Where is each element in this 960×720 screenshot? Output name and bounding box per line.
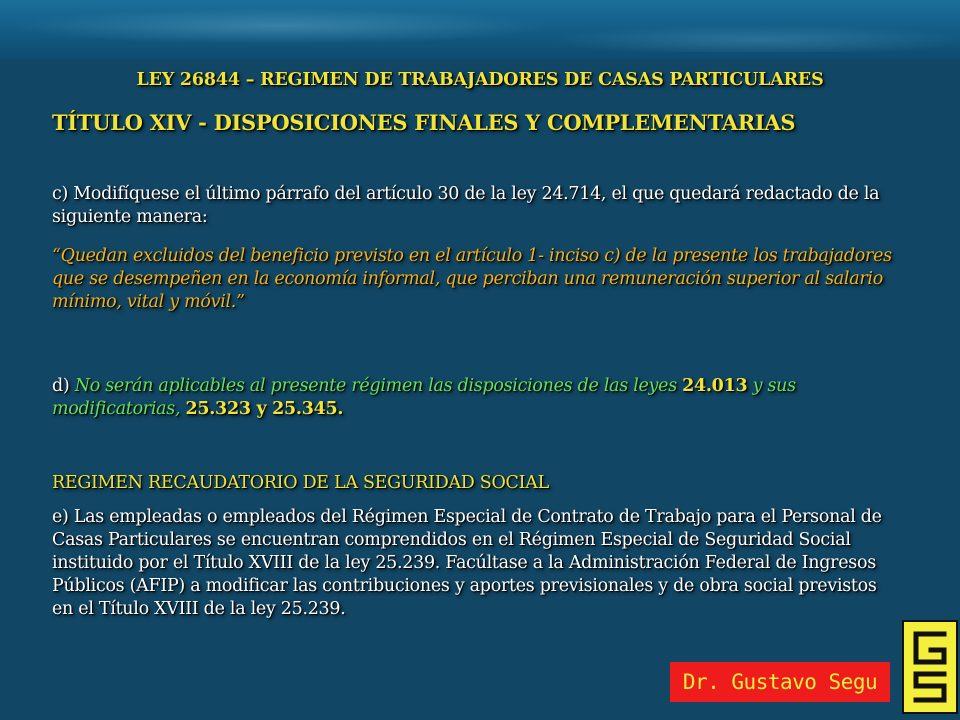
paragraph-c-intro: c) Modifíquese el último párrafo del artículo 30 de la ley 24.714, el que quedará redactado de la siguiente manera: [52,184,880,227]
paragraph-d-text1: No serán aplicables al presente régimen las disposiciones de las leyes [74,376,683,396]
section-title: TÍTULO XIV - DISPOSICIONES FINALES Y COMPLEMENTARIAS [52,110,796,135]
paragraph-d-law2: 25.323 y 25.345. [185,399,344,419]
paragraph-d-text2: y sus modificatorias, [52,376,796,419]
paragraph-d-prefix: d) [52,376,75,396]
signature-label: Dr. Gustavo Segu [670,662,890,702]
gs-logo [902,620,958,714]
section-heading-recaudatorio: REGIMEN RECAUDATORIO DE LA SEGURIDAD SOCIAL [52,473,549,493]
top-decorative-band [0,0,960,60]
paragraph-c-quote: “Quedan excluidos del beneficio previsto en el artículo 1- inciso c) de la presente los trabajadores que se desempeñen en la economía informal, que perciban una remuneración superior al salario mínimo, vital y móvil.” [52,246,892,312]
law-title: LEY 26844 – REGIMEN DE TRABAJADORES DE CASAS PARTICULARES [136,70,824,90]
paragraph-d-law1: 24.013 [682,376,748,396]
paragraph-e: e) Las empleadas o empleados del Régimen Especial de Contrato de Trabajo para el Personal de Casas Particulares se encuentran comprendidos en el Régimen Especial de Seguridad Social instituido por el Título XVIII de la ley 25.239. Facúltase a la Administración Federal de Ingresos Públicos (AFIP) a modificar las contribuciones y aportes previsionales y de obra social previstos en el Título XVIII de la ley 25.239. [52,507,882,619]
paragraph-d [52,375,902,421]
gs-logo-icon [904,622,956,712]
